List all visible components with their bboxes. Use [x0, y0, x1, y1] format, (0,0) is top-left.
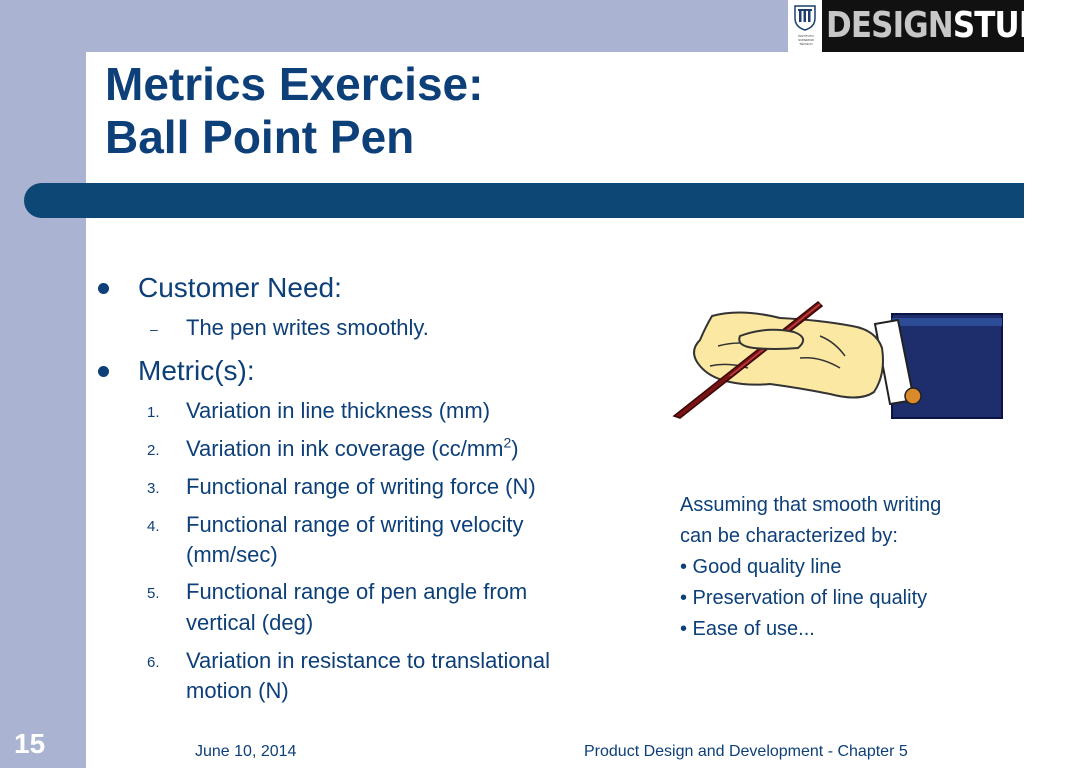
footer-date: June 10, 2014 [195, 743, 297, 760]
bullet-metrics: Metric(s): [138, 355, 255, 386]
metric-number: 3. [147, 480, 160, 497]
metric-tail: ) [511, 436, 519, 461]
metric-number: 1. [147, 404, 160, 421]
bullet-dot-icon [98, 283, 109, 294]
bullet-dot-icon [98, 366, 109, 377]
metric-item-cont: motion (N) [186, 678, 289, 703]
metric-item [186, 434, 519, 464]
title-line-2: Ball Point Pen [105, 111, 415, 163]
metric-item: Functional range of writing force (N) [186, 474, 536, 499]
institution-text: INSTITUTO SUPERIOR TÉCNICO [798, 34, 814, 46]
hand-holding-pen-icon [670, 296, 1006, 420]
logo-word-studio: STUDIO [952, 5, 1080, 46]
metric-number: 5. [147, 585, 160, 602]
metric-item-cont: vertical (deg) [186, 610, 314, 635]
metric-item: Functional range of writing velocity [186, 512, 524, 537]
metric-number: 2. [147, 442, 160, 459]
note-line: can be characterized by: [680, 525, 898, 547]
sub-bullet-dash: – [150, 321, 158, 337]
metric-item-cont: (mm/sec) [186, 542, 278, 567]
note-line: Assuming that smooth writing [680, 494, 942, 516]
metric-superscript: 2 [503, 434, 512, 451]
note-line: • Good quality line [680, 556, 842, 578]
metric-item: Functional range of pen angle from [186, 579, 528, 604]
title-line-1: Metrics Exercise: [105, 58, 484, 110]
logo-word-design: DESIGN [826, 5, 953, 46]
metric-item: Variation in resistance to translational [186, 648, 551, 673]
footer-course: Product Design and Development - Chapter 5 [584, 743, 908, 760]
customer-need-text: The pen writes smoothly. [186, 315, 429, 340]
note-box [680, 490, 1020, 645]
metric-number: 4. [147, 518, 160, 535]
note-line: • Ease of use... [680, 618, 815, 640]
page-number: 15 [14, 728, 46, 759]
metric-item: Variation in line thickness (mm) [186, 398, 491, 423]
bullet-customer-need: Customer Need: [138, 272, 342, 303]
note-line: • Preservation of line quality [680, 587, 928, 609]
metric-text: Variation in ink coverage (cc/mm [186, 436, 504, 461]
metric-number: 6. [147, 654, 160, 671]
